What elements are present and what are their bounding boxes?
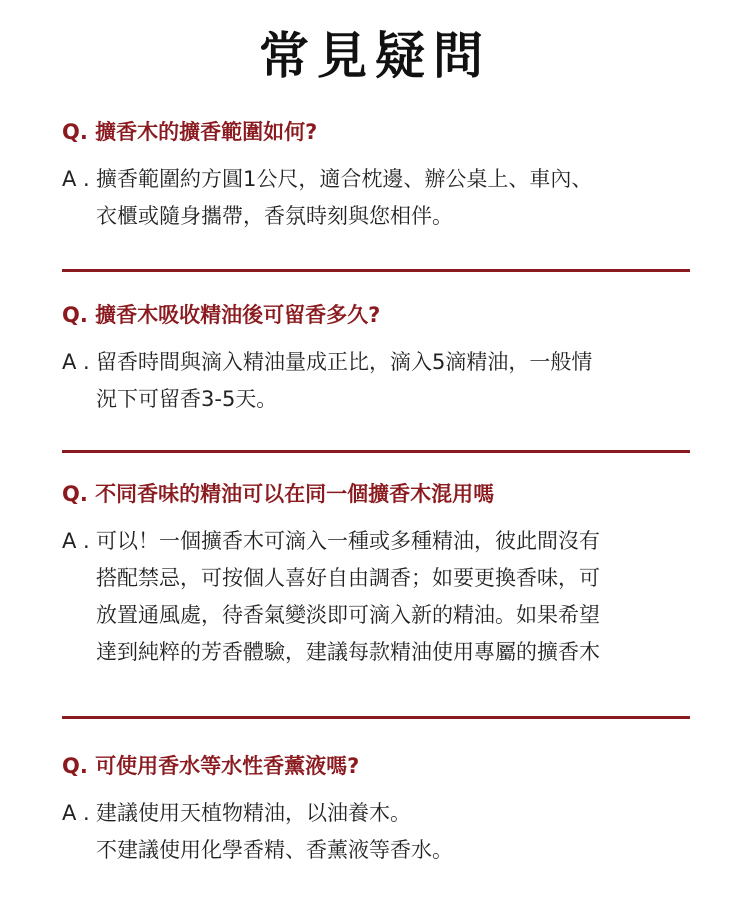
answer-prefix: A . [62, 801, 90, 825]
page-title: 常見疑問 [259, 26, 491, 85]
answer-line: 況下可留香3-5天。 [96, 387, 278, 411]
faq-question: Q. 可使用香水等水性香薰液嗎? [62, 754, 360, 778]
faq-item-4 [62, 751, 690, 869]
faq-question: Q. 擴香木吸收精油後可留香多久? [62, 303, 381, 327]
faq-question: Q. 不同香味的精油可以在同一個擴香木混用嗎 [62, 482, 495, 506]
answer-prefix: A . [62, 529, 90, 553]
faq-answer [62, 161, 690, 235]
faq-item-3 [62, 479, 690, 671]
answer-line: 擴香範圍約方圓1公尺，適合枕邊、辦公桌上、車內、 [96, 167, 593, 191]
answer-line: 不建議使用化學香精、香薰液等香水。 [96, 838, 453, 862]
faq-question: Q. 擴香木的擴香範圍如何? [62, 120, 318, 144]
answer-prefix: A . [62, 350, 90, 374]
section-divider [62, 716, 690, 719]
faq-item-1 [62, 117, 690, 235]
faq-item-2 [62, 300, 690, 418]
answer-line: 達到純粹的芳香體驗，建議每款精油使用專屬的擴香木 [96, 640, 600, 664]
answer-line: 搭配禁忌，可按個人喜好自由調香；如要更換香味，可 [96, 566, 600, 590]
faq-answer [62, 795, 690, 869]
answer-line: 衣櫃或隨身攜帶，香氛時刻與您相伴。 [96, 204, 453, 228]
faq-answer [62, 344, 690, 418]
answer-prefix: A . [62, 167, 90, 191]
faq-answer [62, 523, 690, 671]
answer-line: 放置通風處，待香氣變淡即可滴入新的精油。如果希望 [96, 603, 600, 627]
answer-line: 可以！一個擴香木可滴入一種或多種精油，彼此間沒有 [96, 529, 600, 553]
section-divider [62, 269, 690, 272]
section-divider [62, 450, 690, 453]
answer-line: 建議使用天植物精油，以油養木。 [96, 801, 411, 825]
answer-line: 留香時間與滴入精油量成正比，滴入5滴精油，一般情 [96, 350, 593, 374]
